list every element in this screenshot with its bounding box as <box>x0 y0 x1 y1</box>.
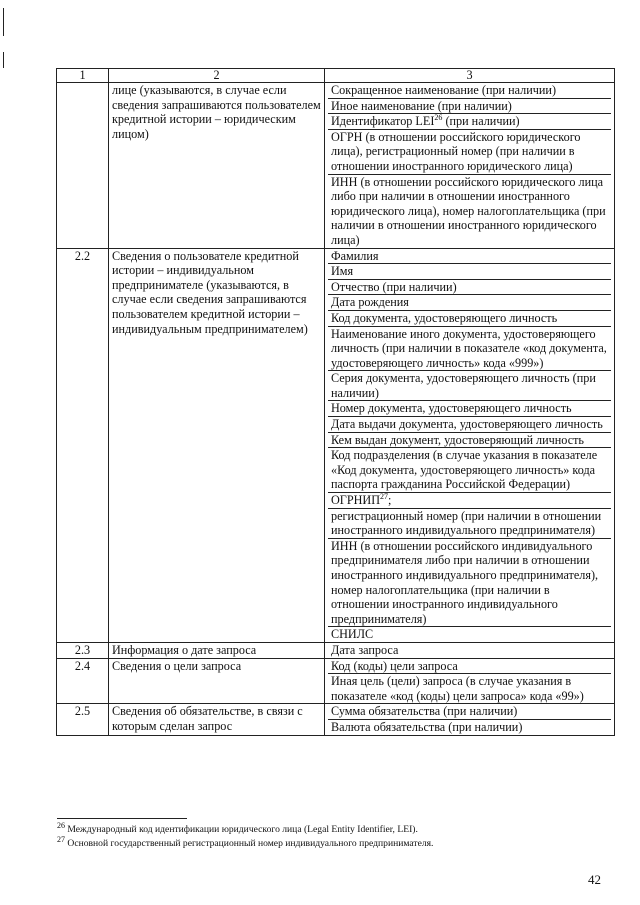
row-attributes <box>325 642 615 658</box>
row-number <box>57 83 109 249</box>
attribute-item: Сокращенное наименование (при наличии) <box>328 83 611 99</box>
row-attributes <box>325 248 615 642</box>
attribute-item: Иная цель (цели) запроса (в случае указания в показателе «код (коды) цели запроса» кода «99») <box>331 674 584 703</box>
attribute-item: Дата выдачи документа, удостоверяющего личность <box>328 417 611 433</box>
row-description: Сведения о цели запроса <box>109 658 325 704</box>
table-header-row <box>57 69 615 83</box>
footnotes <box>57 820 617 851</box>
attribute-item-ogrnip: ОГРНИП$^{27}$; <box>328 493 611 509</box>
attribute-item: Кем выдан документ, удостоверяющий личность <box>328 433 611 449</box>
attribute-item: регистрационный номер (при наличии в отношении иностранного индивидуального предпринимателя) <box>328 509 611 539</box>
table-row <box>57 658 615 704</box>
attribute-item: Имя <box>328 264 611 280</box>
attribute-item: Отчество (при наличии) <box>328 280 611 296</box>
column-header: 1 <box>57 69 109 83</box>
footnote-separator <box>57 818 187 819</box>
requisites-table <box>56 68 615 736</box>
attribute-item: Дата рождения <box>328 295 611 311</box>
attribute-item: Иное наименование (при наличии) <box>328 99 611 115</box>
row-attributes <box>325 83 615 249</box>
left-edge-mark <box>3 8 4 36</box>
row-number: 2.3 <box>57 642 109 658</box>
row-attributes <box>325 658 615 704</box>
row-number: 2.4 <box>57 658 109 704</box>
attribute-item: Код документа, удостоверяющего личность <box>328 311 611 327</box>
attribute-item: Фамилия <box>328 249 611 265</box>
column-header: 2 <box>109 69 325 83</box>
footnote: $^{27}$ Основной государственный регистрационный номер индивидуального предпринимателя. <box>57 834 434 849</box>
attribute-item: ИНН (в отношении российского юридического лица либо при наличии в отношении иностранного юридического лица), номер налогоплательщика (при наличии в отношении иностранного юридического лица) <box>331 174 606 247</box>
attribute-item: Код подразделения (в случае указания в показателе «Код документа, удостоверяющего личность» кода паспорта гражданина Российской Федерации) <box>328 448 611 493</box>
row-description: Информация о дате запроса <box>109 642 325 658</box>
attribute-item: Валюта обязательства (при наличии) <box>331 719 523 734</box>
row-number: 2.2 <box>57 248 109 642</box>
attribute-item: Код (коды) цели запроса <box>328 659 611 675</box>
row-number: 2.5 <box>57 704 109 735</box>
footnote-ref: 27 <box>380 491 389 501</box>
table-row <box>57 642 615 658</box>
footnote-ref: 26 <box>434 113 443 123</box>
column-header: 3 <box>325 69 615 83</box>
footnote: $^{26}$ Международный код идентификации юридического лица (Legal Entity Identifier, LEI). <box>57 820 418 835</box>
table-row <box>57 704 615 735</box>
attribute-item: ОГРН (в отношении российского юридического лица), регистрационный номер (при наличии в отношении иностранного юридического лица) <box>328 130 611 175</box>
attribute-item: Номер документа, удостоверяющего личность <box>328 401 611 417</box>
attribute-item: ИНН (в отношении российского индивидуального предпринимателя либо при наличии в отношении иностранного индивидуального предпринимателя), номер налогоплательщика (при наличии в отношении иностранного индивидуального предпринимателя) <box>328 539 611 628</box>
row-description: Сведения об обязательстве, в связи с которым сделан запрос <box>109 704 325 735</box>
row-attributes <box>325 704 615 735</box>
row-description: лице (указываются, в случае если сведения запрашиваются пользователем кредитной истории – юридическим лицом) <box>109 83 325 249</box>
row-description: Сведения о пользователе кредитной истории – индивидуальном предпринимателе (указываются, в случае если сведения запрашиваются пользователем кредитной истории – индивидуальным предпринимателем) <box>109 248 325 642</box>
left-edge-mark <box>3 52 4 68</box>
page-number: 42 <box>588 872 601 887</box>
attribute-item: Наименование иного документа, удостоверяющего личность (при наличии в показателе «код документа, удостоверяющего личность» кода «999») <box>328 327 611 372</box>
attribute-item: Дата запроса <box>331 642 399 657</box>
table-row <box>57 248 615 642</box>
attribute-item: Серия документа, удостоверяющего личность (при наличии) <box>328 371 611 401</box>
attribute-item: СНИЛС <box>331 627 374 642</box>
attribute-item-lei: Идентификатор LEI$^{26}$ (при наличии) <box>328 114 611 130</box>
attribute-item: Сумма обязательства (при наличии) <box>328 704 611 720</box>
table-row <box>57 83 615 249</box>
